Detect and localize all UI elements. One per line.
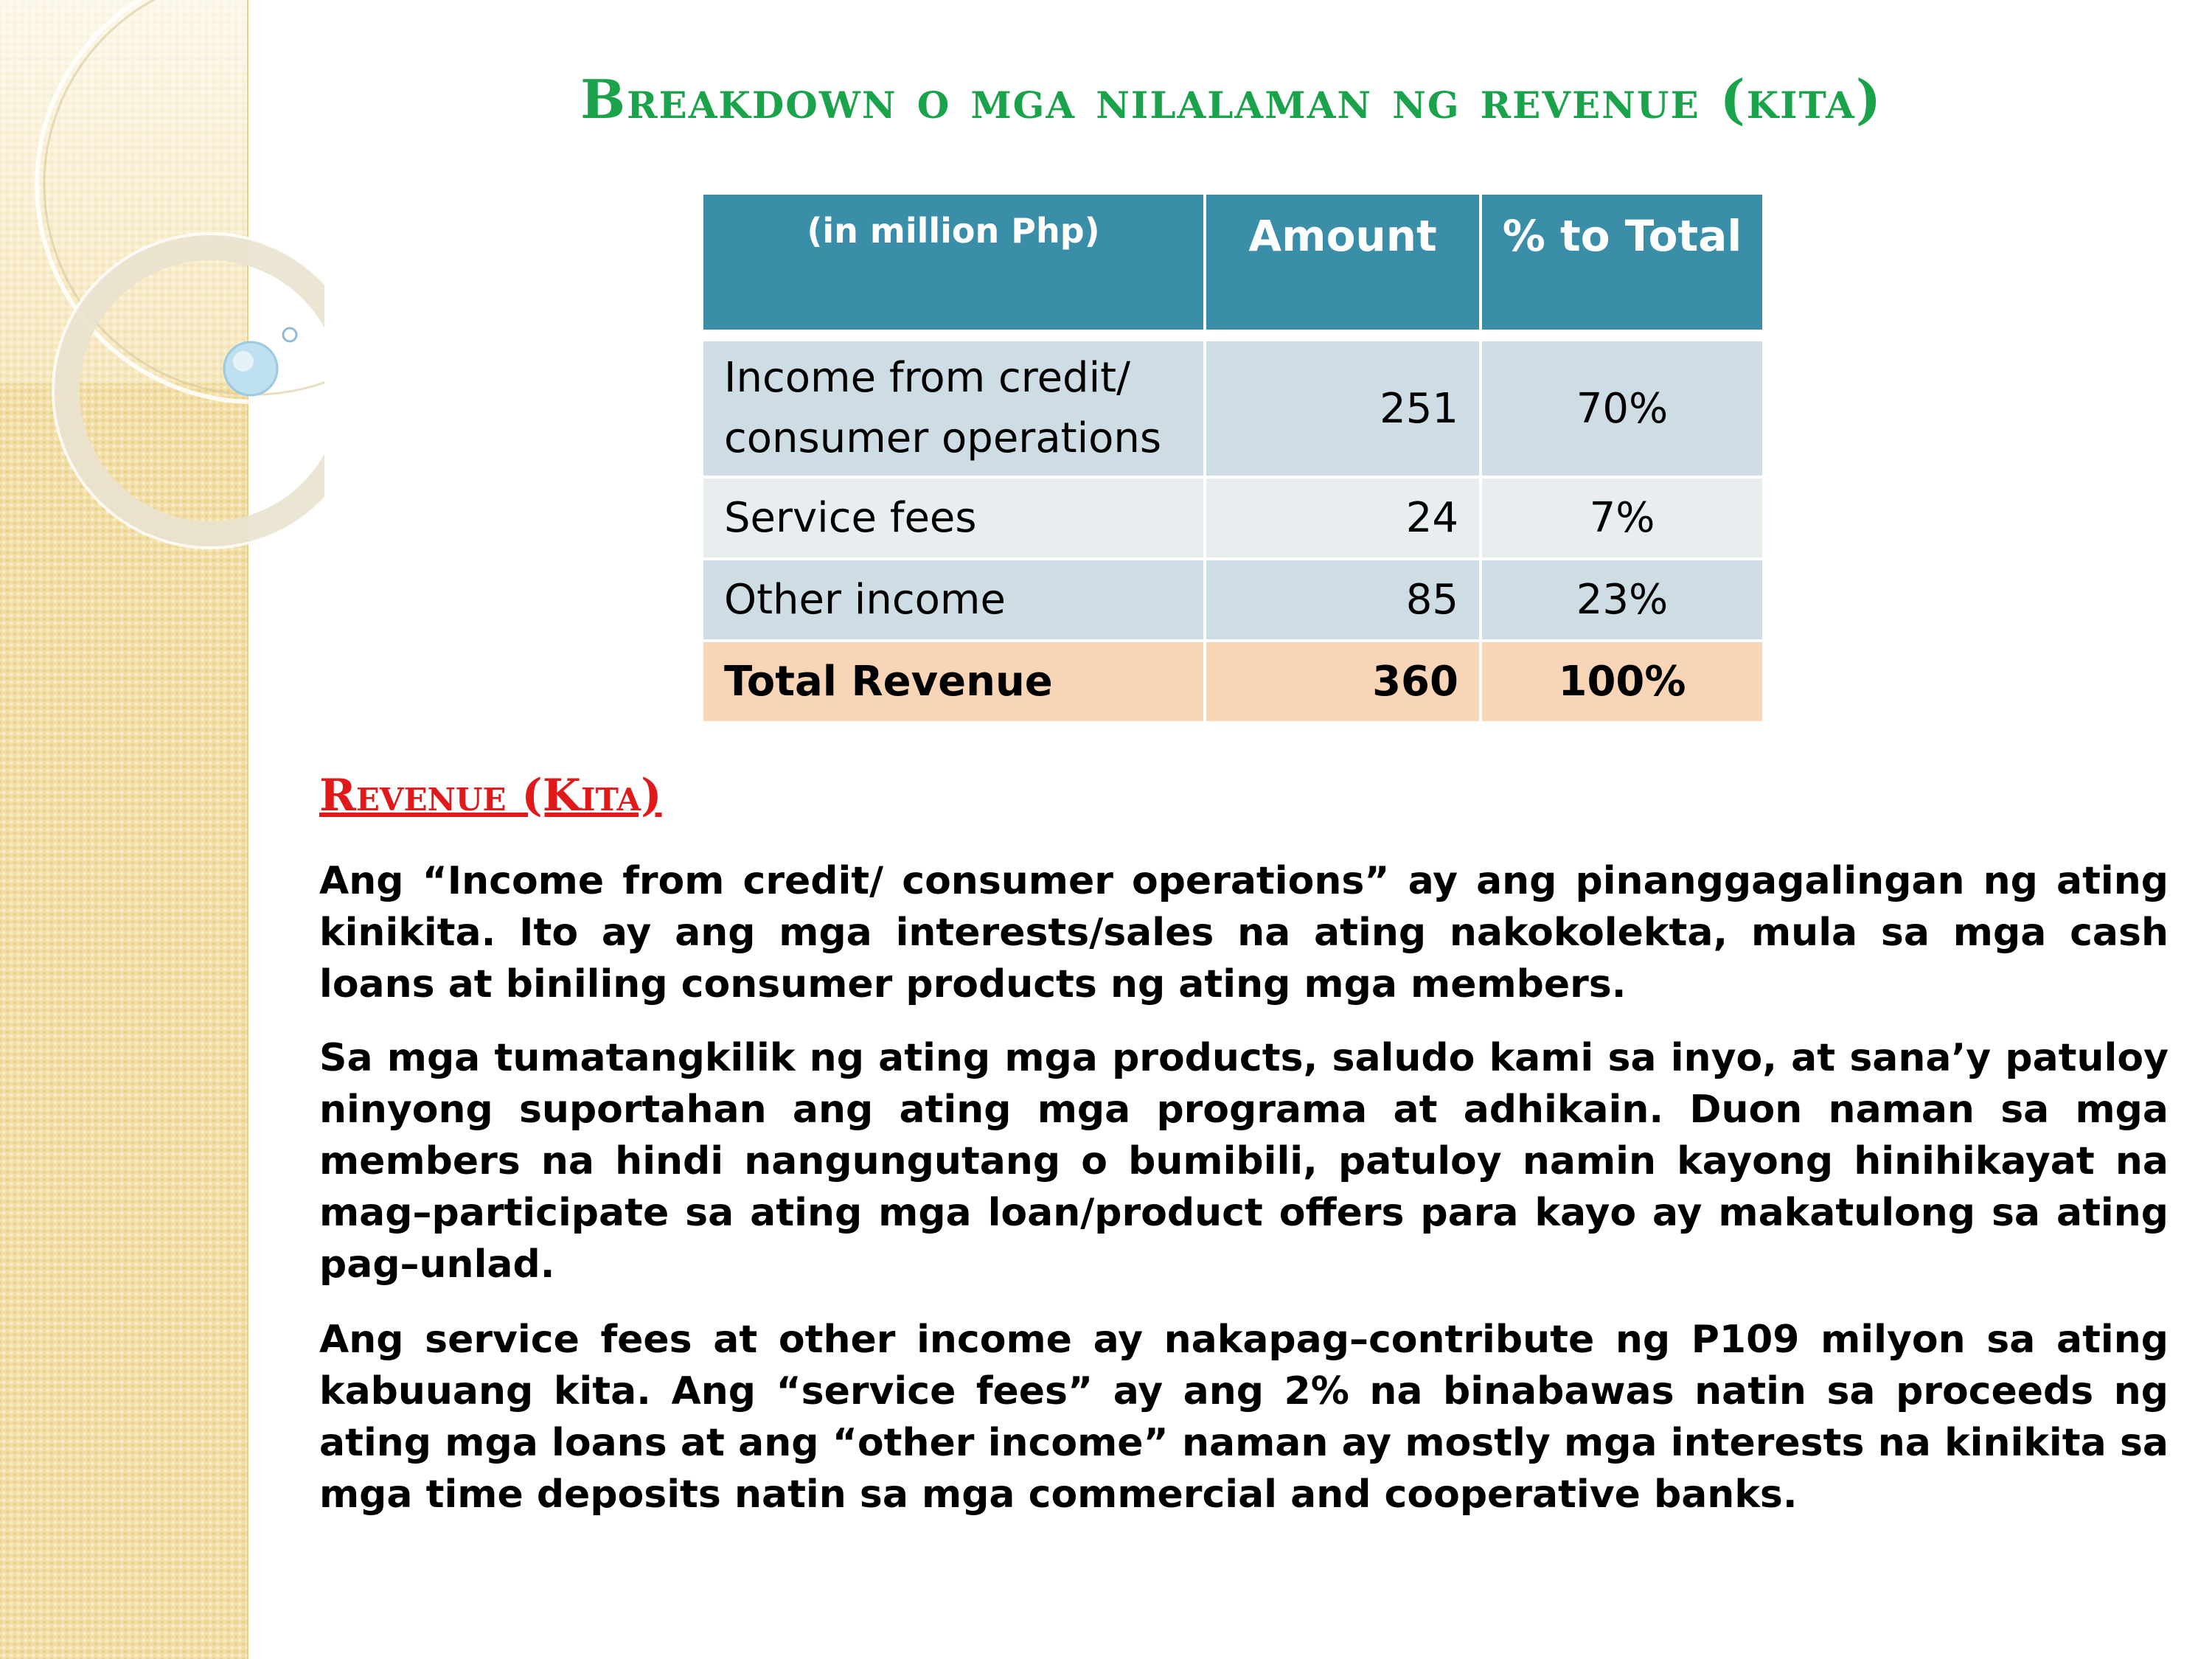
total-label: Total Revenue <box>702 641 1205 723</box>
row-label: Service fees <box>702 477 1205 559</box>
row-amount: 24 <box>1205 477 1481 559</box>
table-row <box>702 477 1764 559</box>
bubble-highlight <box>233 351 254 372</box>
table-header-row <box>702 193 1764 331</box>
total-row <box>702 641 1764 723</box>
blue-bubble <box>224 342 277 395</box>
total-percent: 100% <box>1481 641 1764 723</box>
revenue-table <box>700 192 1765 724</box>
row-label: Other income <box>702 559 1205 641</box>
row-amount: 85 <box>1205 559 1481 641</box>
row-percent: 7% <box>1481 477 1764 559</box>
table-row <box>702 340 1764 477</box>
medium-ring <box>66 247 324 535</box>
row-percent: 70% <box>1481 340 1764 477</box>
section-heading: Revenue (Kita) <box>319 770 662 821</box>
header-amount: Amount <box>1205 193 1481 331</box>
total-amount: 360 <box>1205 641 1481 723</box>
slide-title: Breakdown o mga nilalaman ng revenue (kita) <box>580 68 1882 131</box>
small-bubble <box>283 328 296 341</box>
paragraph-patronage: Sa mga tumatangkilik ng ating mga products, saludo kami sa inyo, at sana’y patuloy ninyong suportahan ang ating mga programa at adhikain. Duon naman sa mga members na hindi nangungutang o bumibili, patuloy namin kayong hinihikayat na mag–participate sa ating mga loan/product offers para kayo ay makatulong sa ating pag–unlad. <box>319 1036 2168 1287</box>
paragraph-service-fees: Ang service fees at other income ay nakapag–contribute ng P109 milyon sa ating kabuuang kita. Ang “service fees” ay ang 2% na binabawas natin sa proceeds ng ating mga loans at ang “other income” naman ay mostly mga interests na kinikita sa mga time deposits natin sa mga commercial and cooperative banks. <box>319 1318 2168 1517</box>
row-percent: 23% <box>1481 559 1764 641</box>
table-row <box>702 559 1764 641</box>
header-spacer <box>702 331 1764 340</box>
decorative-rings-graphic <box>0 0 324 560</box>
row-label: Income from credit/ consumer operations <box>702 340 1205 477</box>
row-amount: 251 <box>1205 340 1481 477</box>
header-unit-label: (in million Php) <box>702 193 1205 331</box>
header-percent: % to Total <box>1481 193 1764 331</box>
paragraph-income-from-credit: Ang “Income from credit/ consumer operations” ay ang pinanggagalingan ng ating kinikita. Ito ay ang mga interests/sales na ating nakokolekta, mula sa mga cash loans at biniling consumer products ng ating mga members. <box>319 859 2168 1006</box>
